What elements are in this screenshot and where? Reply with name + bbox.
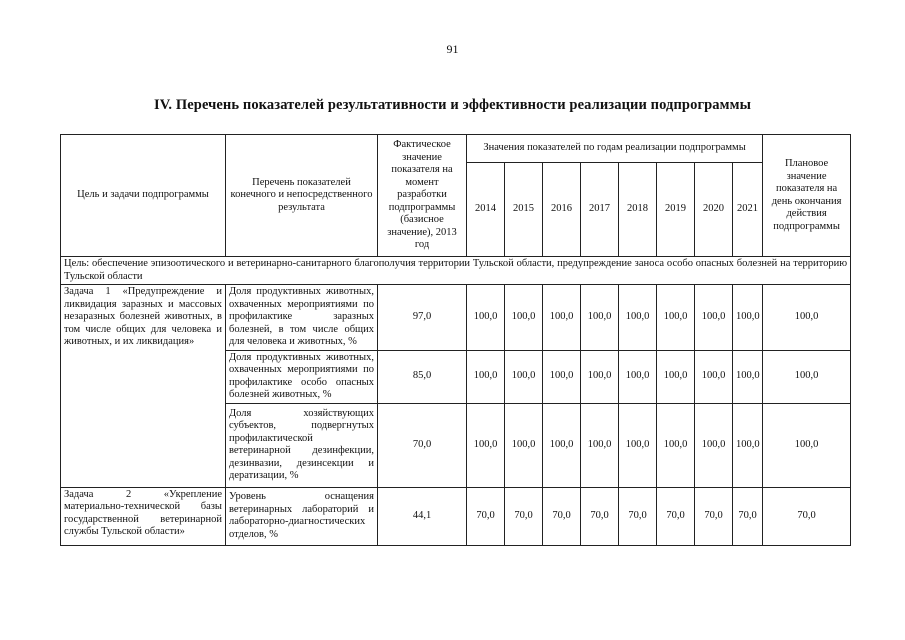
goal-text: Цель: обеспечение эпизоотического и ветеринарно-санитарного благополучия территории Тульской области, предупреждение заноса особо опасных болезней на территорию Тульской области [61, 257, 851, 285]
baseline-value: 97,0 [378, 285, 467, 351]
indicators-table [60, 134, 851, 546]
header-year: 2015 [505, 163, 543, 257]
header-baseline: Фактическое значение показателя на момент разработки подпрограммы (базисное значение), 2013 год [378, 135, 467, 257]
year-value: 70,0 [619, 487, 657, 545]
year-value: 70,0 [505, 487, 543, 545]
table-row [61, 285, 851, 351]
year-value: 100,0 [467, 350, 505, 403]
table-row [61, 487, 851, 545]
year-value: 100,0 [543, 350, 581, 403]
year-value: 100,0 [581, 403, 619, 487]
header-planned: Плановое значение показателя на день окончания действия подпрограммы [763, 135, 851, 257]
baseline-value: 85,0 [378, 350, 467, 403]
baseline-value: 70,0 [378, 403, 467, 487]
year-value: 100,0 [467, 285, 505, 351]
year-value: 100,0 [505, 350, 543, 403]
planned-value: 100,0 [763, 285, 851, 351]
header-indicators: Перечень показателей конечного и непосредственного результата [226, 135, 378, 257]
year-value: 70,0 [695, 487, 733, 545]
header-year: 2016 [543, 163, 581, 257]
page-title: IV. Перечень показателей результативности и эффективности реализации подпрограммы [153, 97, 752, 113]
header-year: 2020 [695, 163, 733, 257]
indicator-name: Доля продуктивных животных, охваченных мероприятиями по профилактике заразных болезней, в том числе общих для человека и животных, % [226, 285, 378, 351]
year-value: 70,0 [581, 487, 619, 545]
year-value: 100,0 [657, 403, 695, 487]
planned-value: 100,0 [763, 403, 851, 487]
year-value: 100,0 [619, 350, 657, 403]
planned-value: 70,0 [763, 487, 851, 545]
planned-value: 100,0 [763, 350, 851, 403]
year-value: 100,0 [695, 285, 733, 351]
baseline-value: 44,1 [378, 487, 467, 545]
task-name: Задача 1 «Предупреждение и ликвидация заразных и массовых незаразных болезней животных, в том числе общих для человека и животных, и их ликвидация» [61, 285, 226, 488]
year-value: 70,0 [467, 487, 505, 545]
task-name: Задача 2 «Укрепление материально-технической базы государственной ветеринарной службы Тульской области» [61, 487, 226, 545]
year-value: 100,0 [505, 403, 543, 487]
year-value: 100,0 [619, 285, 657, 351]
year-value: 100,0 [619, 403, 657, 487]
indicator-name: Уровень оснащения ветеринарных лабораторий и лабораторно-диагностических отделов, % [226, 487, 378, 545]
year-value: 70,0 [543, 487, 581, 545]
indicator-name: Доля продуктивных животных, охваченных мероприятиями по профилактике особо опасных болезней животных, % [226, 350, 378, 403]
header-row [61, 135, 851, 163]
indicator-name: Доля хозяйствующих субъектов, подвергнутых профилактической ветеринарной дезинфекции, дезинвазии, дезинсекции и дератизации, % [226, 403, 378, 487]
year-value: 100,0 [733, 350, 763, 403]
year-value: 100,0 [581, 350, 619, 403]
goal-row [61, 257, 851, 285]
page-number: 91 [446, 42, 459, 56]
year-value: 100,0 [657, 285, 695, 351]
year-value: 100,0 [467, 403, 505, 487]
year-value: 100,0 [581, 285, 619, 351]
year-value: 100,0 [733, 285, 763, 351]
header-year: 2021 [733, 163, 763, 257]
year-value: 100,0 [695, 350, 733, 403]
header-by-year: Значения показателей по годам реализации подпрограммы [467, 135, 763, 163]
year-value: 100,0 [733, 403, 763, 487]
year-value: 100,0 [695, 403, 733, 487]
header-year: 2019 [657, 163, 695, 257]
year-value: 70,0 [733, 487, 763, 545]
header-year: 2014 [467, 163, 505, 257]
year-value: 100,0 [505, 285, 543, 351]
header-year: 2018 [619, 163, 657, 257]
year-value: 70,0 [657, 487, 695, 545]
header-year: 2017 [581, 163, 619, 257]
header-goal-tasks: Цель и задачи подпрограммы [61, 135, 226, 257]
year-value: 100,0 [543, 285, 581, 351]
year-value: 100,0 [657, 350, 695, 403]
year-value: 100,0 [543, 403, 581, 487]
